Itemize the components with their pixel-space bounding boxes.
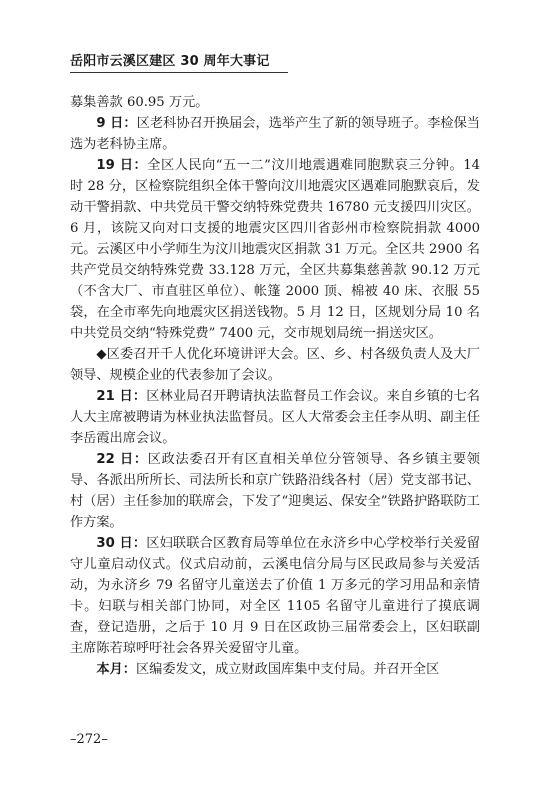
paragraph-text: 区编委发文，成立财政国库集中支付局。并召开全区 (135, 662, 440, 677)
date-lead: 19 日： (96, 158, 148, 173)
date-lead: 本月： (96, 662, 136, 677)
paragraph-text: 区老科协召开换届会，选举产生了新的领导班子。李检保当选为老科协主席。 (70, 116, 480, 152)
date-lead: 30 日： (96, 536, 147, 551)
body-text (70, 92, 480, 680)
paragraph-text: 全区人民向“五一二”汶川地震遇难同胞默哀三分钟。14 时 28 分，区检察院组织全体干警向汶川地震灾区遇难同胞默哀后，发动干警捐款、中共党员干警交纳特殊党费共 16780 元支援四川灾区。6 月，该院又向对口支援的地震灾区四川省彭州市检察院捐款 4000 元。云溪区中小学师生为汶川地震灾区捐款 31 万元。全区共 2900 名共产党员交纳特殊党费 33.128 万元，全区共募集慈善款 90.12 万元（不含大厂、市直驻区单位）、帐篷 2000 顶、棉被 40 床、衣服 55 袋，在全市率先向地震灾区捐送钱物。5 月 12 日，区规划分局 10 名中共党员交纳“特殊党费” 7400 元，交市规划局统一捐送灾区。 (70, 158, 481, 341)
paragraph (70, 113, 480, 155)
paragraph (70, 92, 480, 113)
date-lead: 21 日： (96, 389, 147, 404)
paragraph-text: 区妇联联合区教育局等单位在永济乡中心学校举行关爱留守儿童启动仪式。仪式启动前，云溪电信分局与区民政局参与关爱活动，为永济乡 79 名留守儿童送去了价值 1 万多元的学习用品和亲情卡。妇联与相关部门协同，对全区 1105 名留守儿童进行了摸底调查，登记造册，之后于 10 月 9 日在区政协三届常委会上，区妇联副主席陈若琼呼吁社会各界关爱留守儿童。 (70, 536, 480, 656)
paragraph-text: 区林业局召开聘请执法监督员工作会议。来自乡镇的七名人大主席被聘请为林业执法监督员。区人大常委会主任李从明、副主任李岳霞出席会议。 (70, 389, 480, 446)
paragraph (70, 344, 480, 386)
running-header: 岳阳市云溪区建区 30 周年大事记 (70, 54, 270, 69)
paragraph (70, 386, 480, 449)
paragraph (70, 155, 480, 344)
paragraph (70, 659, 480, 680)
paragraph-text: 区政法委召开有区直相关单位分管领导、各乡镇主要领导、各派出所所长、司法所长和京广铁路沿线各村（居）党支部书记、村（居）主任参加的联席会，下发了“迎奥运、保安全”铁路护路联防工作方案。 (70, 452, 480, 530)
date-lead: 22 日： (96, 452, 148, 467)
paragraph-text: 募集善款 60.95 万元。 (70, 95, 209, 110)
paragraph (70, 449, 480, 533)
paragraph-text: ◆区委召开千人优化环境讲评大会。区、乡、村各级负责人及大厂领导、规模企业的代表参加了会议。 (70, 347, 480, 383)
page-number: –272– (70, 732, 108, 747)
header-rule (70, 72, 288, 73)
date-lead: 9 日： (96, 116, 137, 131)
paragraph (70, 533, 480, 659)
